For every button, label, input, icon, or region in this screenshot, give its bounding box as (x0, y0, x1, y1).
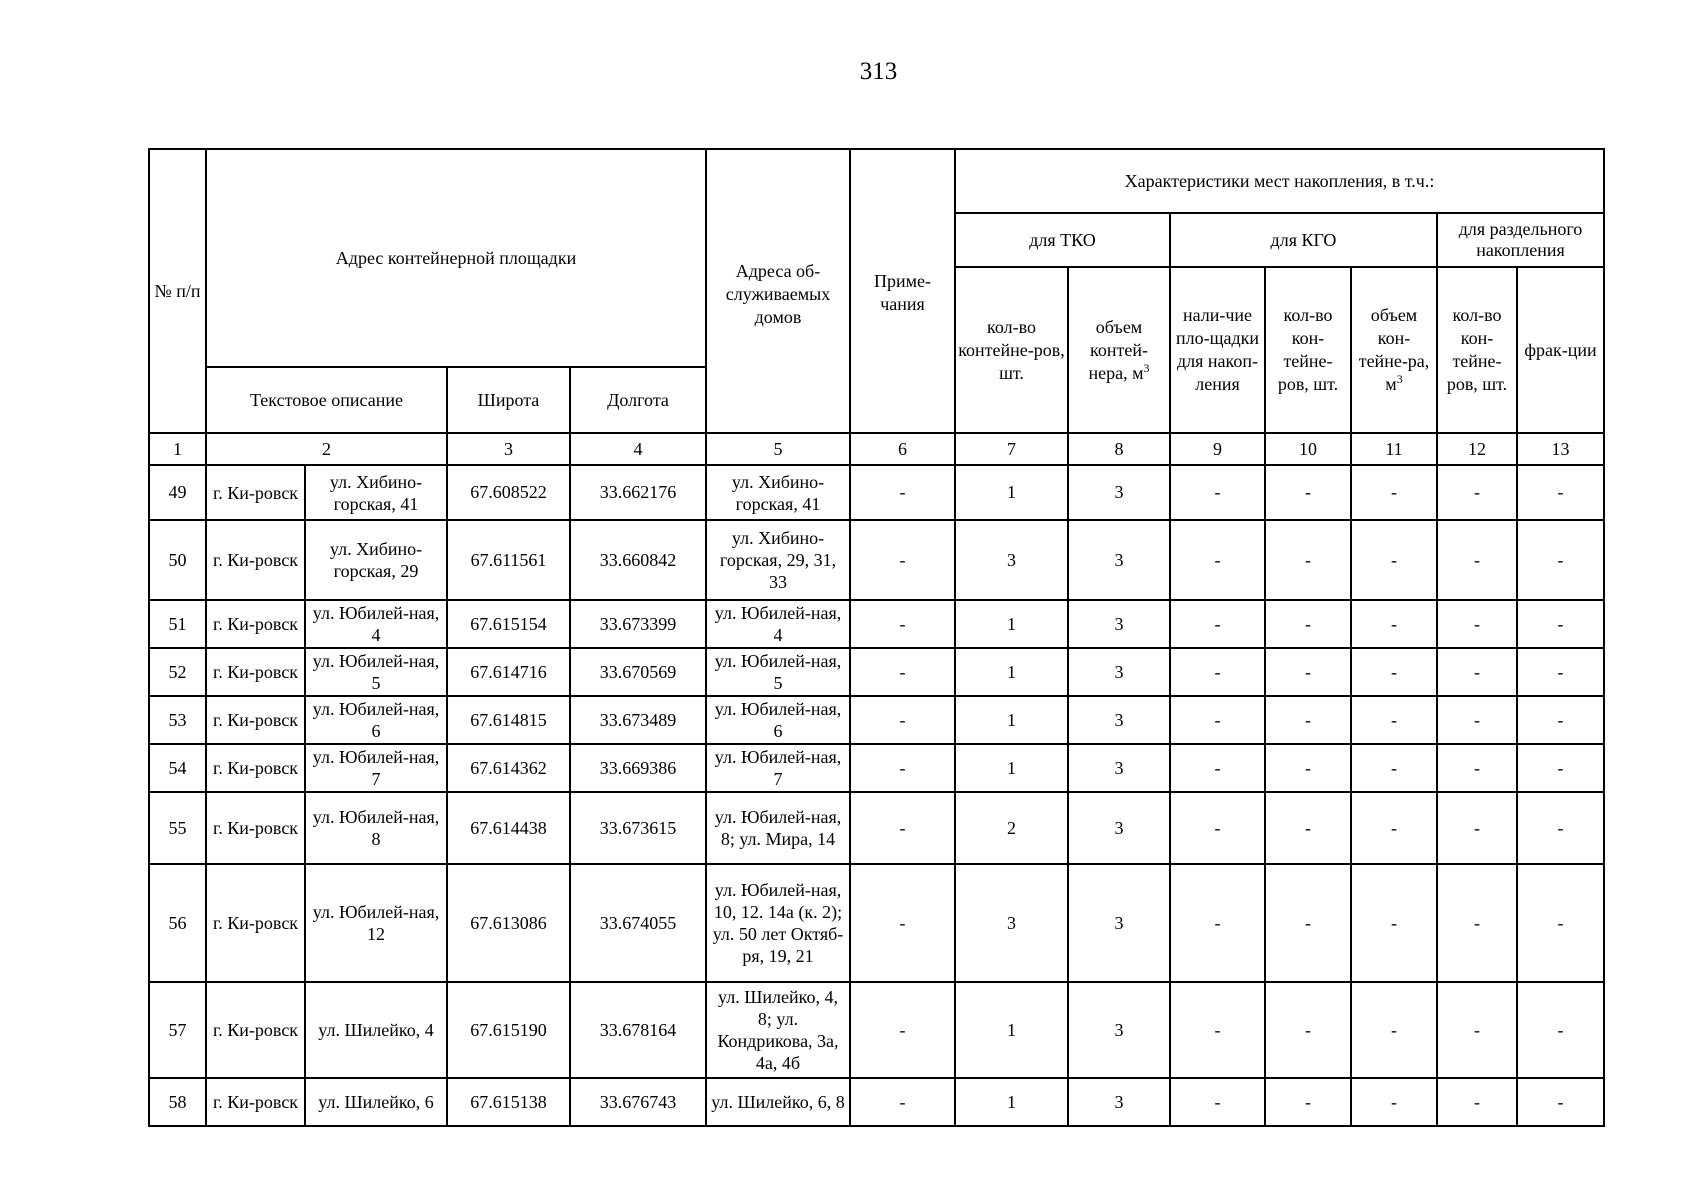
notes-cell: - (850, 648, 955, 696)
column-number: 5 (706, 433, 850, 465)
tko-count-cell: 1 (955, 982, 1068, 1078)
separate-count-cell: - (1437, 600, 1517, 648)
latitude-cell: 67.613086 (447, 864, 570, 982)
separate-fractions-cell: - (1517, 465, 1604, 520)
tko-count-cell: 1 (955, 744, 1068, 792)
kgo-count-cell: - (1265, 1078, 1351, 1126)
kgo-volume-cell: - (1351, 696, 1437, 744)
city-cell: г. Ки-ровск (206, 600, 305, 648)
row-number: 54 (149, 744, 206, 792)
column-number: 8 (1068, 433, 1170, 465)
notes-cell: - (850, 1078, 955, 1126)
kgo-site-cell: - (1170, 696, 1265, 744)
kgo-site-cell: - (1170, 648, 1265, 696)
header-kgo-volume: объем кон-тейне-ра, $м^3$ (1351, 267, 1437, 433)
kgo-site-cell: - (1170, 1078, 1265, 1126)
separate-fractions-cell: - (1517, 982, 1604, 1078)
longitude-cell: 33.673615 (570, 792, 706, 864)
row-number: 51 (149, 600, 206, 648)
header-tko-count: кол-во контейне-ров, шт. (955, 267, 1068, 433)
longitude-cell: 33.660842 (570, 520, 706, 600)
latitude-cell: 67.608522 (447, 465, 570, 520)
header-sep-fractions: фрак-ции (1517, 267, 1604, 433)
tko-volume-cell: 3 (1068, 520, 1170, 600)
kgo-count-cell: - (1265, 696, 1351, 744)
kgo-count-cell: - (1265, 520, 1351, 600)
latitude-cell: 67.611561 (447, 520, 570, 600)
tko-volume-cell: 3 (1068, 465, 1170, 520)
tko-volume-cell: 3 (1068, 864, 1170, 982)
tko-volume-cell: 3 (1068, 744, 1170, 792)
column-number: 13 (1517, 433, 1604, 465)
kgo-volume-cell: - (1351, 744, 1437, 792)
page-number: 313 (859, 58, 898, 85)
longitude-cell: 33.678164 (570, 982, 706, 1078)
kgo-volume-cell: - (1351, 465, 1437, 520)
city-cell: г. Ки-ровск (206, 864, 305, 982)
column-number: 2 (206, 433, 447, 465)
notes-cell: - (850, 744, 955, 792)
column-number: 7 (955, 433, 1068, 465)
city-cell: г. Ки-ровск (206, 465, 305, 520)
tko-volume-cell: 3 (1068, 982, 1170, 1078)
served-houses-cell: ул. Юбилей-ная, 4 (706, 600, 850, 648)
latitude-cell: 67.614362 (447, 744, 570, 792)
header-num: № п/п (149, 149, 206, 433)
kgo-count-cell: - (1265, 982, 1351, 1078)
kgo-site-cell: - (1170, 520, 1265, 600)
column-number: 1 (149, 433, 206, 465)
header-separate: для раздельного накопления (1437, 213, 1604, 267)
separate-count-cell: - (1437, 792, 1517, 864)
kgo-volume-cell: - (1351, 792, 1437, 864)
longitude-cell: 33.673399 (570, 600, 706, 648)
kgo-volume-cell: - (1351, 1078, 1437, 1126)
table-header (149, 149, 1604, 465)
kgo-site-cell: - (1170, 465, 1265, 520)
longitude-cell: 33.673489 (570, 696, 706, 744)
column-numbers-row (149, 433, 1604, 465)
separate-count-cell: - (1437, 520, 1517, 600)
notes-cell: - (850, 696, 955, 744)
kgo-count-cell: - (1265, 744, 1351, 792)
kgo-volume-cell: - (1351, 648, 1437, 696)
tko-count-cell: 1 (955, 600, 1068, 648)
header-kgo-site: нали-чие пло-щадки для накоп-ления (1170, 267, 1265, 433)
tko-count-cell: 1 (955, 696, 1068, 744)
header-tko: для ТКО (955, 213, 1170, 267)
table-row (149, 864, 1604, 982)
header-served: Адреса об-служиваемых домов (706, 149, 850, 433)
column-number: 11 (1351, 433, 1437, 465)
header-characteristics: Характеристики мест накопления, в т.ч.: (955, 149, 1604, 213)
separate-count-cell: - (1437, 1078, 1517, 1126)
latitude-cell: 67.615154 (447, 600, 570, 648)
header-kgo: для КГО (1170, 213, 1437, 267)
header-text-desc: Текстовое описание (206, 367, 447, 433)
table-row (149, 465, 1604, 520)
separate-count-cell: - (1437, 864, 1517, 982)
separate-fractions-cell: - (1517, 1078, 1604, 1126)
longitude-cell: 33.662176 (570, 465, 706, 520)
tko-count-cell: 3 (955, 520, 1068, 600)
served-houses-cell: ул. Хибино-горская, 29, 31, 33 (706, 520, 850, 600)
separate-fractions-cell: - (1517, 744, 1604, 792)
tko-count-cell: 1 (955, 1078, 1068, 1126)
separate-fractions-cell: - (1517, 600, 1604, 648)
table-row (149, 982, 1604, 1078)
table-row (149, 648, 1604, 696)
table-row (149, 520, 1604, 600)
notes-cell: - (850, 982, 955, 1078)
table-row (149, 1078, 1604, 1126)
header-lat: Широта (447, 367, 570, 433)
separate-count-cell: - (1437, 465, 1517, 520)
kgo-volume-cell: - (1351, 982, 1437, 1078)
longitude-cell: 33.669386 (570, 744, 706, 792)
column-number: 6 (850, 433, 955, 465)
city-cell: г. Ки-ровск (206, 792, 305, 864)
street-cell: ул. Юбилей-ная, 12 (305, 864, 447, 982)
kgo-site-cell: - (1170, 600, 1265, 648)
tko-volume-cell: 3 (1068, 792, 1170, 864)
street-cell: ул. Юбилей-ная, 8 (305, 792, 447, 864)
served-houses-cell: ул. Шилейко, 6, 8 (706, 1078, 850, 1126)
served-houses-cell: ул. Юбилей-ная, 8; ул. Мира, 14 (706, 792, 850, 864)
street-cell: ул. Шилейко, 6 (305, 1078, 447, 1126)
served-houses-cell: ул. Юбилей-ная, 5 (706, 648, 850, 696)
kgo-site-cell: - (1170, 864, 1265, 982)
column-number: 12 (1437, 433, 1517, 465)
tko-volume-cell: 3 (1068, 648, 1170, 696)
street-cell: ул. Юбилей-ная, 4 (305, 600, 447, 648)
city-cell: г. Ки-ровск (206, 520, 305, 600)
notes-cell: - (850, 465, 955, 520)
served-houses-cell: ул. Хибино-горская, 41 (706, 465, 850, 520)
separate-count-cell: - (1437, 982, 1517, 1078)
tko-volume-cell: 3 (1068, 696, 1170, 744)
separate-fractions-cell: - (1517, 696, 1604, 744)
kgo-volume-cell: - (1351, 864, 1437, 982)
row-number: 57 (149, 982, 206, 1078)
served-houses-cell: ул. Юбилей-ная, 6 (706, 696, 850, 744)
city-cell: г. Ки-ровск (206, 696, 305, 744)
table-row (149, 600, 1604, 648)
tko-count-cell: 1 (955, 648, 1068, 696)
tko-count-cell: 3 (955, 864, 1068, 982)
served-houses-cell: ул. Юбилей-ная, 10, 12. 14а (к. 2); ул. 50 лет Октяб-ря, 19, 21 (706, 864, 850, 982)
header-lon: Долгота (570, 367, 706, 433)
longitude-cell: 33.674055 (570, 864, 706, 982)
kgo-site-cell: - (1170, 982, 1265, 1078)
header-tko-volume: объем контей-нера, $м^3$ (1068, 267, 1170, 433)
tko-volume-cell: 3 (1068, 1078, 1170, 1126)
city-cell: г. Ки-ровск (206, 744, 305, 792)
tko-count-cell: 1 (955, 465, 1068, 520)
kgo-count-cell: - (1265, 864, 1351, 982)
longitude-cell: 33.670569 (570, 648, 706, 696)
separate-fractions-cell: - (1517, 648, 1604, 696)
street-cell: ул. Хибино-горская, 29 (305, 520, 447, 600)
separate-fractions-cell: - (1517, 864, 1604, 982)
column-number: 10 (1265, 433, 1351, 465)
table-row (149, 696, 1604, 744)
served-houses-cell: ул. Юбилей-ная, 7 (706, 744, 850, 792)
street-cell: ул. Хибино-горская, 41 (305, 465, 447, 520)
city-cell: г. Ки-ровск (206, 1078, 305, 1126)
kgo-volume-cell: - (1351, 600, 1437, 648)
latitude-cell: 67.614716 (447, 648, 570, 696)
kgo-count-cell: - (1265, 600, 1351, 648)
kgo-site-cell: - (1170, 792, 1265, 864)
notes-cell: - (850, 864, 955, 982)
row-number: 56 (149, 864, 206, 982)
row-number: 50 (149, 520, 206, 600)
row-number: 52 (149, 648, 206, 696)
header-sep-count: кол-во кон-тейне-ров, шт. (1437, 267, 1517, 433)
longitude-cell: 33.676743 (570, 1078, 706, 1126)
separate-fractions-cell: - (1517, 520, 1604, 600)
kgo-count-cell: - (1265, 648, 1351, 696)
separate-fractions-cell: - (1517, 792, 1604, 864)
column-number: 9 (1170, 433, 1265, 465)
tko-count-cell: 2 (955, 792, 1068, 864)
city-cell: г. Ки-ровск (206, 982, 305, 1078)
row-number: 55 (149, 792, 206, 864)
kgo-count-cell: - (1265, 792, 1351, 864)
table-body (149, 465, 1604, 1126)
notes-cell: - (850, 600, 955, 648)
column-number: 4 (570, 433, 706, 465)
served-houses-cell: ул. Шилейко, 4, 8; ул. Кондрикова, 3а, 4а, 4б (706, 982, 850, 1078)
column-number: 3 (447, 433, 570, 465)
street-cell: ул. Шилейко, 4 (305, 982, 447, 1078)
kgo-volume-cell: - (1351, 520, 1437, 600)
separate-count-cell: - (1437, 744, 1517, 792)
container-sites-table (148, 148, 1605, 1127)
notes-cell: - (850, 520, 955, 600)
header-address-group: Адрес контейнерной площадки (206, 149, 706, 367)
notes-cell: - (850, 792, 955, 864)
kgo-site-cell: - (1170, 744, 1265, 792)
latitude-cell: 67.614438 (447, 792, 570, 864)
table-row (149, 792, 1604, 864)
header-notes: Приме-чания (850, 149, 955, 433)
separate-count-cell: - (1437, 648, 1517, 696)
kgo-count-cell: - (1265, 465, 1351, 520)
row-number: 58 (149, 1078, 206, 1126)
latitude-cell: 67.615138 (447, 1078, 570, 1126)
table-row (149, 744, 1604, 792)
tko-volume-cell: 3 (1068, 600, 1170, 648)
separate-count-cell: - (1437, 696, 1517, 744)
row-number: 49 (149, 465, 206, 520)
city-cell: г. Ки-ровск (206, 648, 305, 696)
latitude-cell: 67.614815 (447, 696, 570, 744)
street-cell: ул. Юбилей-ная, 6 (305, 696, 447, 744)
street-cell: ул. Юбилей-ная, 5 (305, 648, 447, 696)
header-kgo-count: кол-во кон-тейне-ров, шт. (1265, 267, 1351, 433)
latitude-cell: 67.615190 (447, 982, 570, 1078)
street-cell: ул. Юбилей-ная, 7 (305, 744, 447, 792)
row-number: 53 (149, 696, 206, 744)
